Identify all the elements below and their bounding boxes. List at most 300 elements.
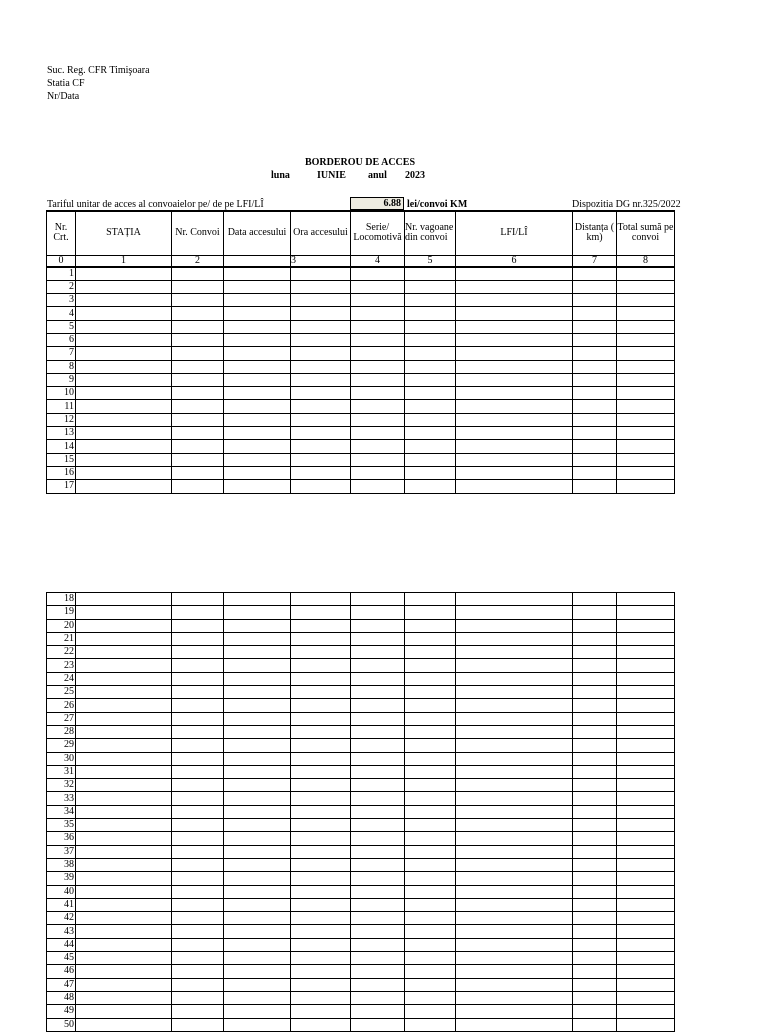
table-cell[interactable] [351, 440, 405, 453]
table-cell[interactable] [456, 632, 573, 645]
table-cell[interactable] [76, 672, 172, 685]
table-cell[interactable] [172, 845, 224, 858]
table-cell[interactable] [351, 320, 405, 333]
table-cell[interactable] [456, 307, 573, 320]
table-cell[interactable] [456, 898, 573, 911]
table-cell[interactable] [76, 632, 172, 645]
table-cell[interactable] [405, 1018, 456, 1031]
table-cell[interactable] [405, 686, 456, 699]
table-cell[interactable] [291, 320, 351, 333]
table-cell[interactable] [617, 752, 675, 765]
table-cell[interactable] [76, 965, 172, 978]
table-cell[interactable] [405, 606, 456, 619]
table-cell[interactable] [172, 779, 224, 792]
table-cell[interactable] [405, 619, 456, 632]
table-cell[interactable] [456, 387, 573, 400]
table-cell[interactable] [76, 845, 172, 858]
table-cell[interactable] [291, 440, 351, 453]
table-cell[interactable] [573, 858, 617, 871]
table-cell[interactable] [573, 606, 617, 619]
table-cell[interactable] [405, 400, 456, 413]
table-cell[interactable] [405, 480, 456, 493]
table-cell[interactable] [172, 347, 224, 360]
table-cell[interactable] [617, 952, 675, 965]
table-cell[interactable] [617, 805, 675, 818]
table-cell[interactable] [456, 885, 573, 898]
table-cell[interactable] [351, 712, 405, 725]
table-cell[interactable] [172, 593, 224, 606]
table-cell[interactable] [405, 347, 456, 360]
table-cell[interactable] [291, 765, 351, 778]
table-cell[interactable] [617, 400, 675, 413]
table-cell[interactable] [617, 659, 675, 672]
table-cell[interactable] [617, 938, 675, 951]
table-cell[interactable] [172, 307, 224, 320]
table-cell[interactable] [76, 1018, 172, 1031]
table-cell[interactable] [573, 440, 617, 453]
table-cell[interactable] [351, 632, 405, 645]
table-cell[interactable] [172, 466, 224, 479]
table-cell[interactable] [224, 686, 291, 699]
table-cell[interactable] [76, 832, 172, 845]
table-cell[interactable] [351, 466, 405, 479]
table-cell[interactable] [617, 898, 675, 911]
table-cell[interactable] [456, 427, 573, 440]
table-cell[interactable] [573, 466, 617, 479]
table-cell[interactable] [291, 606, 351, 619]
table-cell[interactable] [172, 400, 224, 413]
table-cell[interactable] [617, 373, 675, 386]
table-cell[interactable] [456, 413, 573, 426]
table-cell[interactable] [172, 898, 224, 911]
table-cell[interactable] [291, 925, 351, 938]
table-cell[interactable] [76, 593, 172, 606]
table-cell[interactable] [76, 779, 172, 792]
table-cell[interactable] [351, 619, 405, 632]
table-cell[interactable] [573, 427, 617, 440]
table-cell[interactable] [405, 427, 456, 440]
table-cell[interactable] [351, 925, 405, 938]
table-cell[interactable] [224, 672, 291, 685]
table-cell[interactable] [456, 991, 573, 1004]
table-cell[interactable] [351, 858, 405, 871]
table-cell[interactable] [405, 765, 456, 778]
table-cell[interactable] [573, 453, 617, 466]
table-cell[interactable] [351, 360, 405, 373]
table-cell[interactable] [617, 739, 675, 752]
table-cell[interactable] [456, 805, 573, 818]
table-cell[interactable] [456, 739, 573, 752]
table-cell[interactable] [291, 1005, 351, 1018]
table-cell[interactable] [351, 739, 405, 752]
table-cell[interactable] [351, 453, 405, 466]
table-cell[interactable] [351, 686, 405, 699]
table-cell[interactable] [172, 912, 224, 925]
table-cell[interactable] [617, 819, 675, 832]
table-cell[interactable] [291, 480, 351, 493]
table-cell[interactable] [573, 686, 617, 699]
table-cell[interactable] [351, 725, 405, 738]
table-cell[interactable] [456, 1005, 573, 1018]
table-cell[interactable] [224, 872, 291, 885]
table-cell[interactable] [172, 453, 224, 466]
table-cell[interactable] [405, 832, 456, 845]
table-cell[interactable] [351, 659, 405, 672]
table-cell[interactable] [573, 320, 617, 333]
table-cell[interactable] [456, 400, 573, 413]
table-cell[interactable] [351, 1018, 405, 1031]
table-cell[interactable] [456, 712, 573, 725]
table-cell[interactable] [617, 672, 675, 685]
table-cell[interactable] [224, 387, 291, 400]
table-cell[interactable] [351, 347, 405, 360]
table-cell[interactable] [573, 659, 617, 672]
table-cell[interactable] [224, 347, 291, 360]
table-cell[interactable] [224, 725, 291, 738]
table-cell[interactable] [617, 832, 675, 845]
table-cell[interactable] [456, 373, 573, 386]
table-cell[interactable] [291, 725, 351, 738]
table-cell[interactable] [76, 686, 172, 699]
table-cell[interactable] [172, 267, 224, 281]
table-cell[interactable] [573, 400, 617, 413]
table-cell[interactable] [224, 1018, 291, 1031]
table-cell[interactable] [456, 280, 573, 293]
table-cell[interactable] [405, 912, 456, 925]
table-cell[interactable] [573, 413, 617, 426]
table-cell[interactable] [351, 752, 405, 765]
table-cell[interactable] [224, 373, 291, 386]
table-cell[interactable] [573, 952, 617, 965]
table-cell[interactable] [76, 646, 172, 659]
table-cell[interactable] [76, 725, 172, 738]
table-cell[interactable] [76, 360, 172, 373]
table-cell[interactable] [291, 699, 351, 712]
table-cell[interactable] [351, 267, 405, 281]
table-cell[interactable] [405, 632, 456, 645]
table-cell[interactable] [573, 619, 617, 632]
table-cell[interactable] [456, 699, 573, 712]
table-cell[interactable] [224, 480, 291, 493]
table-cell[interactable] [573, 646, 617, 659]
table-cell[interactable] [573, 765, 617, 778]
table-cell[interactable] [405, 991, 456, 1004]
table-cell[interactable] [291, 872, 351, 885]
table-cell[interactable] [172, 387, 224, 400]
table-cell[interactable] [172, 1018, 224, 1031]
table-cell[interactable] [76, 739, 172, 752]
table-cell[interactable] [456, 294, 573, 307]
table-cell[interactable] [573, 819, 617, 832]
table-cell[interactable] [351, 646, 405, 659]
table-cell[interactable] [76, 712, 172, 725]
table-cell[interactable] [224, 938, 291, 951]
table-cell[interactable] [291, 307, 351, 320]
table-cell[interactable] [291, 845, 351, 858]
table-cell[interactable] [291, 739, 351, 752]
table-cell[interactable] [224, 333, 291, 346]
table-cell[interactable] [617, 845, 675, 858]
table-cell[interactable] [617, 307, 675, 320]
table-cell[interactable] [351, 400, 405, 413]
table-cell[interactable] [573, 672, 617, 685]
table-cell[interactable] [617, 320, 675, 333]
table-cell[interactable] [172, 805, 224, 818]
table-cell[interactable] [76, 805, 172, 818]
table-cell[interactable] [617, 1005, 675, 1018]
table-cell[interactable] [617, 912, 675, 925]
table-cell[interactable] [617, 872, 675, 885]
table-cell[interactable] [351, 978, 405, 991]
table-cell[interactable] [351, 938, 405, 951]
table-cell[interactable] [573, 333, 617, 346]
table-cell[interactable] [76, 752, 172, 765]
table-cell[interactable] [573, 699, 617, 712]
table-cell[interactable] [76, 858, 172, 871]
table-cell[interactable] [224, 619, 291, 632]
table-cell[interactable] [456, 466, 573, 479]
table-cell[interactable] [224, 466, 291, 479]
table-cell[interactable] [351, 427, 405, 440]
table-cell[interactable] [224, 805, 291, 818]
table-cell[interactable] [291, 952, 351, 965]
table-cell[interactable] [573, 792, 617, 805]
table-cell[interactable] [291, 347, 351, 360]
table-cell[interactable] [172, 427, 224, 440]
table-cell[interactable] [224, 779, 291, 792]
table-cell[interactable] [172, 858, 224, 871]
table-cell[interactable] [224, 360, 291, 373]
table-cell[interactable] [76, 373, 172, 386]
table-cell[interactable] [456, 606, 573, 619]
table-cell[interactable] [76, 978, 172, 991]
table-cell[interactable] [76, 333, 172, 346]
table-cell[interactable] [172, 1005, 224, 1018]
table-cell[interactable] [405, 453, 456, 466]
table-cell[interactable] [76, 938, 172, 951]
table-cell[interactable] [405, 712, 456, 725]
table-cell[interactable] [351, 307, 405, 320]
table-cell[interactable] [617, 453, 675, 466]
table-cell[interactable] [405, 646, 456, 659]
table-cell[interactable] [224, 400, 291, 413]
table-cell[interactable] [291, 427, 351, 440]
table-cell[interactable] [291, 885, 351, 898]
table-cell[interactable] [405, 294, 456, 307]
table-cell[interactable] [405, 805, 456, 818]
table-cell[interactable] [573, 779, 617, 792]
table-cell[interactable] [224, 1005, 291, 1018]
table-cell[interactable] [224, 978, 291, 991]
table-cell[interactable] [291, 752, 351, 765]
table-cell[interactable] [76, 952, 172, 965]
table-cell[interactable] [617, 440, 675, 453]
table-cell[interactable] [405, 845, 456, 858]
table-cell[interactable] [405, 387, 456, 400]
table-cell[interactable] [224, 606, 291, 619]
table-cell[interactable] [224, 845, 291, 858]
table-cell[interactable] [573, 307, 617, 320]
table-cell[interactable] [224, 267, 291, 281]
table-cell[interactable] [224, 991, 291, 1004]
table-cell[interactable] [351, 819, 405, 832]
table-cell[interactable] [405, 965, 456, 978]
table-cell[interactable] [351, 373, 405, 386]
table-cell[interactable] [172, 659, 224, 672]
table-cell[interactable] [573, 725, 617, 738]
table-cell[interactable] [172, 938, 224, 951]
table-cell[interactable] [291, 619, 351, 632]
table-cell[interactable] [573, 267, 617, 281]
table-cell[interactable] [291, 400, 351, 413]
table-cell[interactable] [456, 267, 573, 281]
table-cell[interactable] [456, 320, 573, 333]
table-cell[interactable] [573, 912, 617, 925]
table-cell[interactable] [456, 858, 573, 871]
table-cell[interactable] [405, 267, 456, 281]
table-cell[interactable] [456, 619, 573, 632]
table-cell[interactable] [172, 480, 224, 493]
table-cell[interactable] [617, 925, 675, 938]
table-cell[interactable] [573, 632, 617, 645]
table-cell[interactable] [291, 280, 351, 293]
table-cell[interactable] [224, 858, 291, 871]
table-cell[interactable] [76, 427, 172, 440]
table-cell[interactable] [172, 872, 224, 885]
table-cell[interactable] [172, 373, 224, 386]
table-cell[interactable] [456, 978, 573, 991]
table-cell[interactable] [456, 672, 573, 685]
table-cell[interactable] [573, 832, 617, 845]
table-cell[interactable] [617, 792, 675, 805]
table-cell[interactable] [172, 606, 224, 619]
table-cell[interactable] [617, 333, 675, 346]
table-cell[interactable] [76, 819, 172, 832]
table-cell[interactable] [405, 672, 456, 685]
table-cell[interactable] [456, 792, 573, 805]
table-cell[interactable] [573, 885, 617, 898]
table-cell[interactable] [573, 373, 617, 386]
table-cell[interactable] [617, 619, 675, 632]
table-cell[interactable] [405, 938, 456, 951]
table-cell[interactable] [456, 347, 573, 360]
table-cell[interactable] [224, 792, 291, 805]
table-cell[interactable] [456, 725, 573, 738]
table-cell[interactable] [617, 725, 675, 738]
table-cell[interactable] [224, 646, 291, 659]
table-cell[interactable] [224, 659, 291, 672]
table-cell[interactable] [351, 1005, 405, 1018]
table-cell[interactable] [351, 952, 405, 965]
table-cell[interactable] [224, 898, 291, 911]
table-cell[interactable] [291, 858, 351, 871]
table-cell[interactable] [76, 991, 172, 1004]
table-cell[interactable] [573, 845, 617, 858]
table-cell[interactable] [291, 991, 351, 1004]
table-cell[interactable] [405, 307, 456, 320]
table-cell[interactable] [351, 699, 405, 712]
table-cell[interactable] [291, 659, 351, 672]
table-cell[interactable] [617, 480, 675, 493]
table-cell[interactable] [617, 686, 675, 699]
table-cell[interactable] [224, 765, 291, 778]
table-cell[interactable] [224, 307, 291, 320]
table-cell[interactable] [573, 898, 617, 911]
table-cell[interactable] [617, 427, 675, 440]
table-cell[interactable] [172, 360, 224, 373]
table-cell[interactable] [456, 832, 573, 845]
table-cell[interactable] [224, 427, 291, 440]
table-cell[interactable] [573, 872, 617, 885]
table-cell[interactable] [405, 952, 456, 965]
table-cell[interactable] [224, 280, 291, 293]
table-cell[interactable] [291, 413, 351, 426]
table-cell[interactable] [224, 912, 291, 925]
table-cell[interactable] [172, 619, 224, 632]
table-cell[interactable] [172, 765, 224, 778]
table-cell[interactable] [224, 885, 291, 898]
table-cell[interactable] [291, 978, 351, 991]
table-cell[interactable] [617, 294, 675, 307]
table-cell[interactable] [573, 387, 617, 400]
table-cell[interactable] [351, 912, 405, 925]
table-cell[interactable] [456, 912, 573, 925]
table-cell[interactable] [456, 845, 573, 858]
table-cell[interactable] [405, 752, 456, 765]
table-cell[interactable] [291, 686, 351, 699]
table-cell[interactable] [172, 832, 224, 845]
table-cell[interactable] [224, 699, 291, 712]
table-cell[interactable] [405, 885, 456, 898]
table-cell[interactable] [291, 267, 351, 281]
table-cell[interactable] [172, 440, 224, 453]
table-cell[interactable] [291, 646, 351, 659]
table-cell[interactable] [351, 765, 405, 778]
table-cell[interactable] [573, 925, 617, 938]
table-cell[interactable] [172, 725, 224, 738]
table-cell[interactable] [617, 387, 675, 400]
table-cell[interactable] [172, 333, 224, 346]
table-cell[interactable] [172, 965, 224, 978]
table-cell[interactable] [351, 387, 405, 400]
table-cell[interactable] [224, 294, 291, 307]
table-cell[interactable] [224, 320, 291, 333]
table-cell[interactable] [76, 400, 172, 413]
table-cell[interactable] [224, 965, 291, 978]
table-cell[interactable] [351, 672, 405, 685]
table-cell[interactable] [405, 659, 456, 672]
table-cell[interactable] [573, 480, 617, 493]
table-cell[interactable] [405, 413, 456, 426]
table-cell[interactable] [456, 779, 573, 792]
table-cell[interactable] [456, 872, 573, 885]
table-cell[interactable] [172, 792, 224, 805]
table-cell[interactable] [405, 466, 456, 479]
table-cell[interactable] [617, 606, 675, 619]
table-cell[interactable] [351, 779, 405, 792]
table-cell[interactable] [573, 965, 617, 978]
table-cell[interactable] [405, 593, 456, 606]
table-cell[interactable] [76, 699, 172, 712]
table-cell[interactable] [351, 872, 405, 885]
table-cell[interactable] [291, 965, 351, 978]
table-cell[interactable] [76, 659, 172, 672]
table-cell[interactable] [291, 466, 351, 479]
table-cell[interactable] [172, 672, 224, 685]
table-cell[interactable] [405, 898, 456, 911]
table-cell[interactable] [76, 1005, 172, 1018]
table-cell[interactable] [224, 832, 291, 845]
